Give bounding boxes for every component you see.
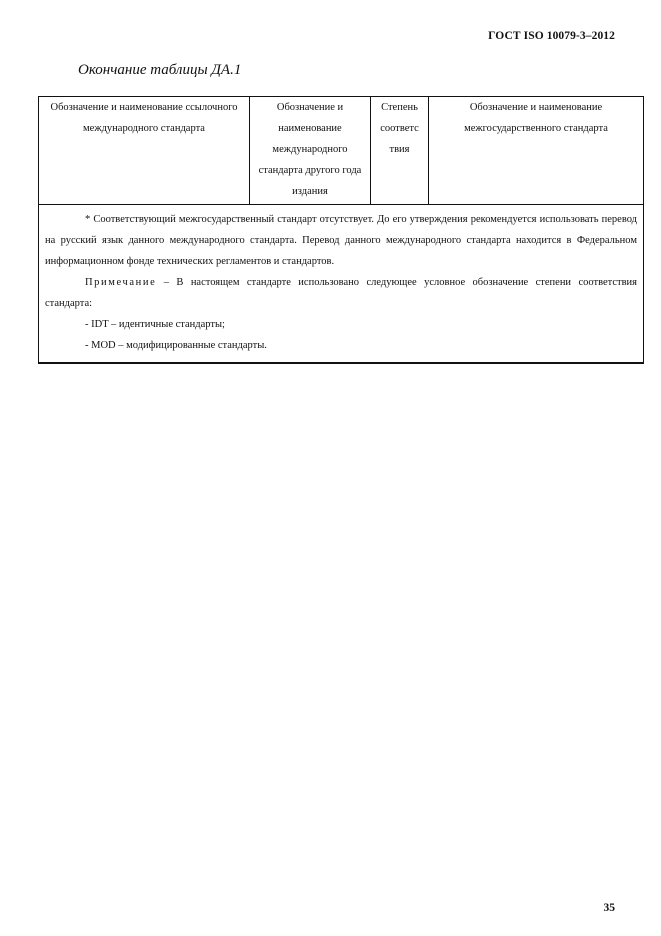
column-header-conformity-degree: Степень соответс твия <box>371 97 429 205</box>
note-label: Примечание <box>85 277 157 288</box>
table-header-row <box>39 97 644 205</box>
standards-table <box>38 96 644 364</box>
list-item: - MOD – модифицированные стандарты. <box>85 340 267 351</box>
column-header-interstate-standard: Обозначение и наименование межгосударственного стандарта <box>429 97 644 205</box>
table-notes-cell <box>39 205 644 364</box>
table-caption: Окончание таблицы ДА.1 <box>78 62 242 78</box>
note-paragraph <box>45 272 637 314</box>
column-header-other-year-standard: Обозначение и наименование международного стандарта другого года издания <box>250 97 371 205</box>
footnote-text: * Соответствующий межгосударственный стандарт отсутствует. До его утверждения рекомендуется использовать перевод на русский язык данного международного стандарта. Перевод данного международного стандарта находится в Федеральном информационном фонде технических регламентов и стандартов. <box>45 214 637 267</box>
list-item: - IDT – идентичные стандарты; <box>85 319 225 330</box>
table-notes-row <box>39 205 644 364</box>
standards-table-container <box>38 96 644 364</box>
page-number: 35 <box>603 902 615 914</box>
note-text: – В настоящем стандарте использовано следующее условное обозначение степени соответствия стандарта: <box>45 277 637 309</box>
column-header-reference-standard: Обозначение и наименование ссылочного международного стандарта <box>39 97 250 205</box>
document-code: ГОСТ ISO 10079-3–2012 <box>488 30 615 42</box>
